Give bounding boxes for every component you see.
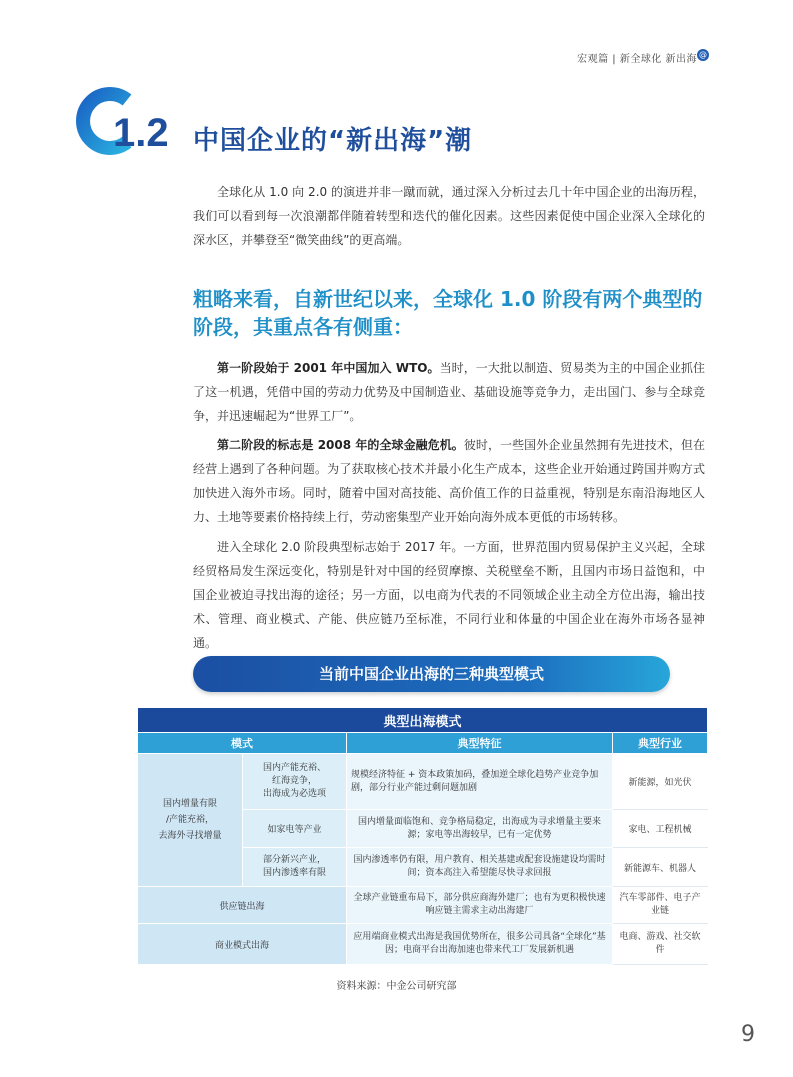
table-title: 典型出海模式 xyxy=(138,708,708,733)
feature-cell: 国内渗透率仍有限，用户教育、相关基建或配套设施建设均需时间；资本高注入希望能尽快寻求回报 xyxy=(347,848,613,887)
table-row xyxy=(138,887,708,924)
table-row xyxy=(138,754,708,810)
paragraph-text: 当时，一大批以制造、贸易类为主的中国企业抓住了这一机遇，凭借中国的劳动力优势及中国制造业、基础设施等竞争力，走出国门、参与全球竞争，并迅速崛起为“世界工厂”。 xyxy=(193,361,705,423)
modes-table xyxy=(137,707,708,965)
industry-cell: 家电、工程机械 xyxy=(613,810,708,848)
feature-cell: 应用端商业模式出海是我国优势所在，很多公司具备“全球化”基因；电商平台出海加速也带来代工厂发展新机遇 xyxy=(347,924,613,965)
body-paragraph-1 xyxy=(193,356,705,428)
column-header-mode: 模式 xyxy=(138,733,347,754)
paragraph-text: 彼时，一些国外企业虽然拥有先进技术，但在经营上遇到了各种问题。为了获取核心技术并最小化生产成本，这些企业开始通过跨国并购方式加快进入海外市场。同时，随着中国对高技能、高价值工作的日益重视，特别是东南沿海地区人力、土地等要素价格持续上行，劳动密集型产业开始向海外成本更低的市场转移。 xyxy=(193,438,705,524)
running-head: 宏观篇 | 新全球化 新出海 xyxy=(577,54,697,65)
paragraph-lead: 第二阶段的标志是 2008 年的全球金融危机。 xyxy=(217,438,464,452)
table-banner: 当前中国企业出海的三种典型模式 xyxy=(193,656,670,692)
section-title: 中国企业的“新出海”潮 xyxy=(193,126,473,156)
feature-cell: 国内增量面临饱和、竞争格局稳定，出海成为寻求增量主要来源；家电等出海较早，已有一定优势 xyxy=(347,810,613,848)
paragraph-lead: 第一阶段始于 2001 年中国加入 WTO。 xyxy=(217,361,440,375)
group-label: 国内增量有限 /产能充裕， 去海外寻找增量 xyxy=(138,754,243,887)
industry-cell: 新能源车、机器人 xyxy=(613,848,708,887)
sub-mode: 国内产能充裕、 红海竞争， 出海成为必选项 xyxy=(243,754,347,810)
mode-cell: 商业模式出海 xyxy=(138,924,347,965)
industry-cell: 新能源，如光伏 xyxy=(613,754,708,810)
page-number: 9 xyxy=(741,1022,755,1047)
table-row xyxy=(138,924,708,965)
body-paragraph-3 xyxy=(193,535,705,655)
sub-mode: 如家电等产业 xyxy=(243,810,347,848)
industry-cell: 汽车零部件、电子产业链 xyxy=(613,887,708,924)
body-paragraph-2 xyxy=(193,433,705,529)
section-number: 1.2 xyxy=(113,111,169,155)
running-head-icon: @ xyxy=(699,50,707,59)
industry-cell: 电商、游戏、社交软件 xyxy=(613,924,708,965)
subheading: 粗略来看，自新世纪以来，全球化 1.0 阶段有两个典型的阶段，其重点各有侧重： xyxy=(193,287,703,339)
feature-cell: 规模经济特征 + 资本政策加码，叠加逆全球化趋势产业竞争加剧，部分行业产能过剩问题加剧 xyxy=(347,754,613,810)
mode-cell: 供应链出海 xyxy=(138,887,347,924)
feature-cell: 全球产业链重布局下，部分供应商海外建厂；也有为更积极快速响应链主需求主动出海建厂 xyxy=(347,887,613,924)
column-header-industry: 典型行业 xyxy=(613,733,708,754)
sub-mode: 部分新兴产业， 国内渗透率有限 xyxy=(243,848,347,887)
column-header-feature: 典型特征 xyxy=(347,733,613,754)
source-note: 资料来源：中金公司研究部 xyxy=(336,981,457,992)
paragraph-text: 进入全球化 2.0 阶段典型标志始于 2017 年。一方面，世界范围内贸易保护主义兴起，全球经贸格局发生深远变化，特别是针对中国的经贸摩擦、关税壁垒不断，且国内市场日益饱和，中国企业被迫寻找出海的途径；另一方面，以电商为代表的不同领域企业主动全方位出海，输出技术、管理、商业模式、产能、供应链乃至标准，不同行业和体量的中国企业在海外市场各显神通。 xyxy=(193,540,705,650)
intro-paragraph: 全球化从 1.0 向 2.0 的演进并非一蹴而就，通过深入分析过去几十年中国企业的出海历程，我们可以看到每一次浪潮都伴随着转型和迭代的催化因素。这些因素促使中国企业深入全球化的深水区，并攀登至“微笑曲线”的更高端。 xyxy=(193,185,705,247)
section-number-logo xyxy=(72,86,184,156)
